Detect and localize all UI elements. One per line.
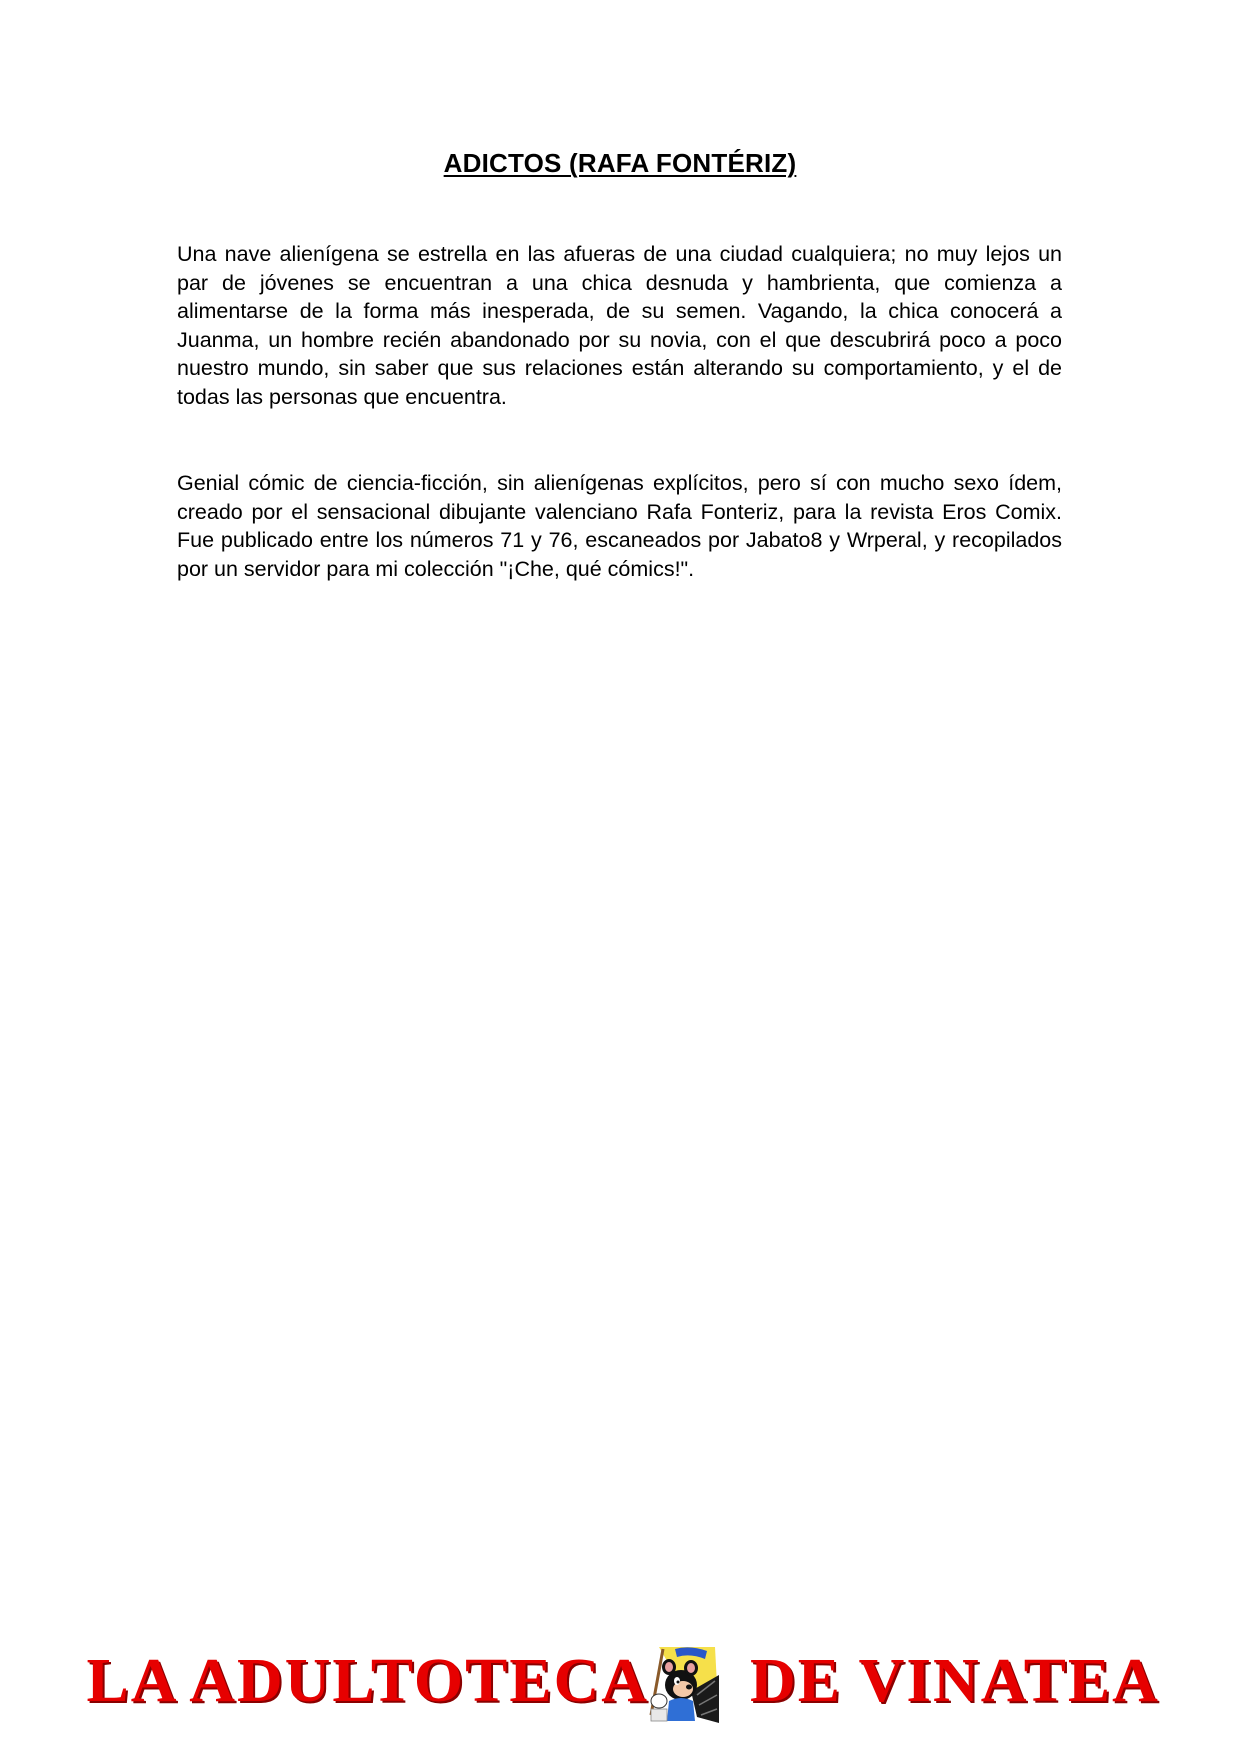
description-paragraph: Genial cómic de ciencia-ficción, sin alienígenas explícitos, pero sí con mucho sexo ídem, creado por el sensacional dibujante valenciano Rafa Fonteriz, para la revista Eros Comix. Fue publicado entre los números 71 y 76, escaneados por Jabato8 y Wrperal, y recopilados por un servidor para mi colección "¡Che, qué cómics!". [177,471,1062,581]
synopsis-paragraph: Una nave alienígena se estrella en las afueras de una ciudad cualquiera; no muy lejos un par de jóvenes se encuentran a una chica desnuda y hambrienta, que comienza a alimentarse de la forma más inesperada, de su semen. Vagando, la chica conocerá a Juanma, un hombre recién abandonado por su novia, con el que descubrirá poco a poco nuestro mundo, sin saber que sus relaciones están alterando su comportamiento, y el de todas las personas que encuentra. [177,242,1062,409]
footer-banner [0,1640,1240,1730]
footer-left-text: LA ADULTOTECA [86,1647,650,1715]
document-title: ADICTOS (RAFA FONTÉRIZ) [443,148,797,178]
footer-right-text: DE VINATEA [749,1647,1160,1715]
cartoon-mouse-mascot-icon [645,1645,721,1725]
